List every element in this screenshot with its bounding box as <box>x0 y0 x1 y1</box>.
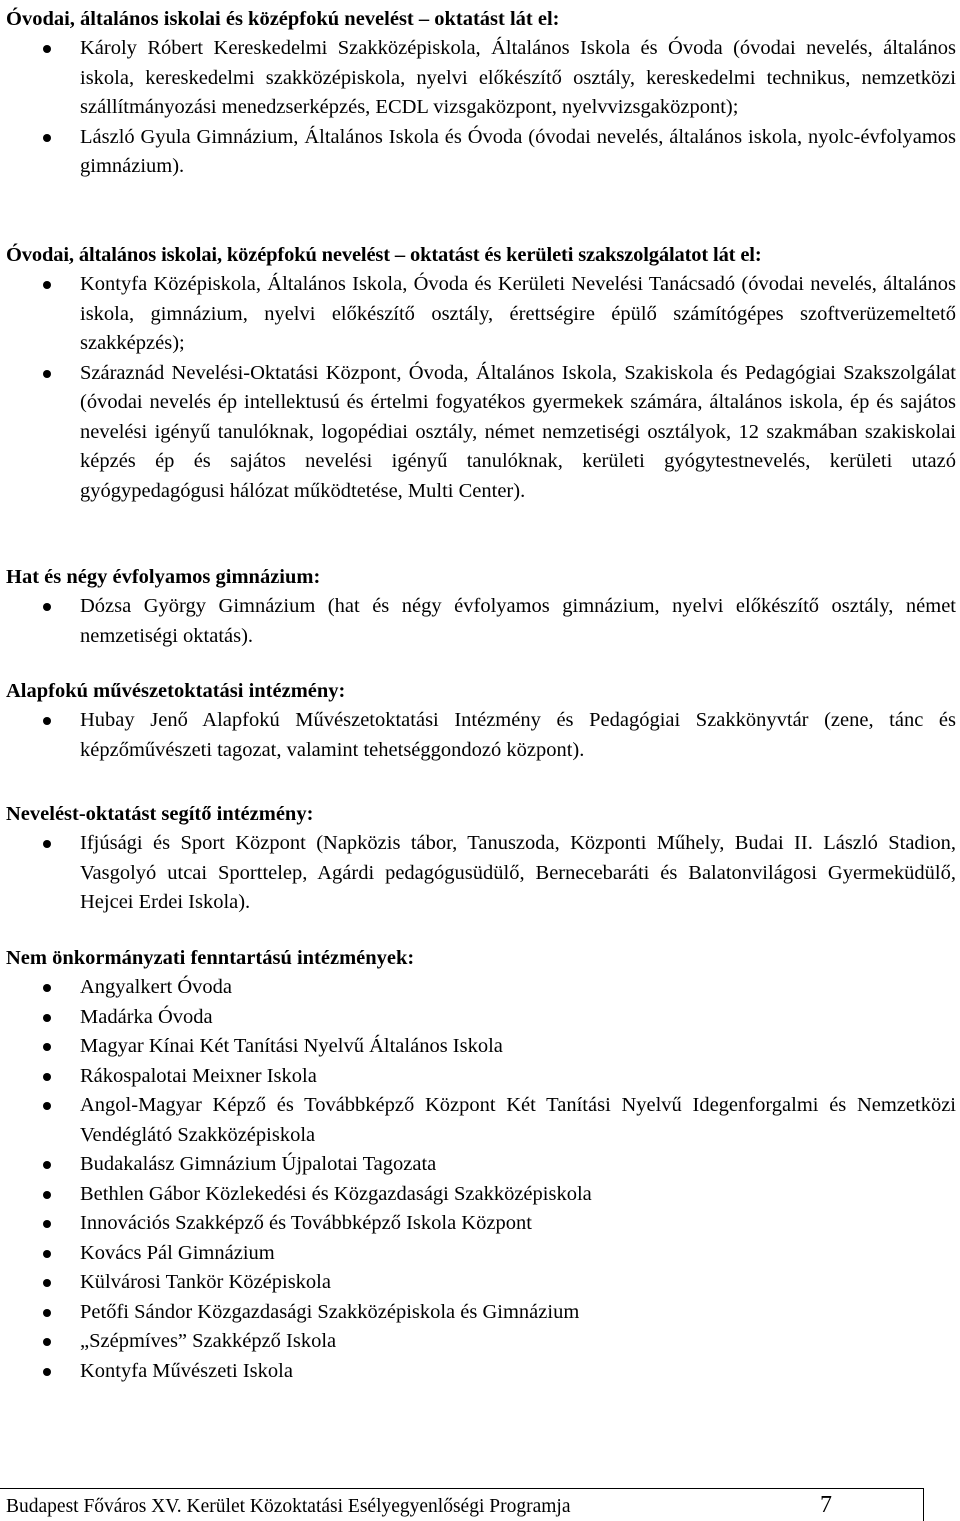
list-item: Külvárosi Tankör Középiskola <box>6 1268 956 1298</box>
section-heading: Óvodai, általános iskolai, középfokú nevelést – oktatást és kerületi szakszolgálatot lát el: <box>6 244 762 266</box>
section-non-municipal <box>6 943 956 1386</box>
section-with-district-service <box>6 240 956 506</box>
list-item: Innovációs Szakképző és Továbbképző Iskola Központ <box>6 1209 956 1239</box>
list-item: Magyar Kínai Két Tanítási Nyelvű Általános Iskola <box>6 1032 956 1062</box>
section-gymnasium <box>6 562 956 651</box>
list-item: Rákospalotai Meixner Iskola <box>6 1062 956 1092</box>
list-item: Angol-Magyar Képző és Továbbképző Központ Két Tanítási Nyelvű Idegenforgalmi és Nemzetközi Vendéglátó Szakközépiskola <box>6 1091 956 1150</box>
institution-list <box>6 973 956 1386</box>
section-heading: Alapfokú művészetoktatási intézmény: <box>6 680 346 702</box>
section-art-school <box>6 676 956 765</box>
list-item: Károly Róbert Kereskedelmi Szakközépiskola, Általános Iskola és Óvoda (óvodai nevelés, általános iskola, kereskedelmi szakközépiskola, nyelvi előkészítő osztály, kereskedelmi technikus, nemzetközi szállítmányozási menedzserképzés, ECDL vizsgaközpont, nyelvvizsgaközpont); <box>6 34 956 123</box>
page-footer <box>0 1488 924 1521</box>
institution-list <box>6 270 956 506</box>
section-heading: Hat és négy évfolyamos gimnázium: <box>6 566 321 588</box>
section-kindergarten-school-secondary <box>6 4 956 182</box>
list-item: Madárka Óvoda <box>6 1003 956 1033</box>
page-number: 7 <box>820 1492 832 1518</box>
section-heading: Nem önkormányzati fenntartású intézmények: <box>6 947 415 969</box>
list-item: Ifjúsági és Sport Központ (Napközis tábor, Tanuszoda, Központi Műhely, Budai II. László Stadion, Vasgolyó utcai Sporttelep, Agárdi pedagógusüdülő, Bernecebaráti és Balatonvilágosi Gyermeküdülő, Hejcei Erdei Iskola). <box>6 829 956 918</box>
list-item: Bethlen Gábor Közlekedési és Közgazdasági Szakközépiskola <box>6 1180 956 1210</box>
section-support-institution <box>6 799 956 918</box>
list-item: Kontyfa Művészeti Iskola <box>6 1357 956 1387</box>
institution-list <box>6 34 956 182</box>
footer-title: Budapest Főváros XV. Kerület Közoktatási Esélyegyenlőségi Programja <box>6 1496 571 1517</box>
list-item: Angyalkert Óvoda <box>6 973 956 1003</box>
institution-list <box>6 592 956 651</box>
list-item: Kontyfa Középiskola, Általános Iskola, Óvoda és Kerületi Nevelési Tanácsadó (óvodai nevelés, általános iskola, gimnázium, nyelvi előkészítő osztály, érettségire épülő számítógépes szoftverüzemeltető szakképzés); <box>6 270 956 359</box>
institution-list <box>6 829 956 918</box>
institution-list <box>6 706 956 765</box>
list-item: Hubay Jenő Alapfokú Művészetoktatási Intézmény és Pedagógiai Szakkönyvtár (zene, tánc és képzőművészeti tagozat, valamint tehetséggondozó központ). <box>6 706 956 765</box>
list-item: Dózsa György Gimnázium (hat és négy évfolyamos gimnázium, nyelvi előkészítő osztály, német nemzetiségi oktatás). <box>6 592 956 651</box>
list-item: Kovács Pál Gimnázium <box>6 1239 956 1269</box>
section-heading: Óvodai, általános iskolai és középfokú nevelést – oktatást lát el: <box>6 8 560 30</box>
list-item: László Gyula Gimnázium, Általános Iskola és Óvoda (óvodai nevelés, általános iskola, nyolc-évfolyamos gimnázium). <box>6 123 956 182</box>
list-item: Budakalász Gimnázium Újpalotai Tagozata <box>6 1150 956 1180</box>
list-item: Petőfi Sándor Közgazdasági Szakközépiskola és Gimnázium <box>6 1298 956 1328</box>
list-item: „Szépmíves” Szakképző Iskola <box>6 1327 956 1357</box>
section-heading: Nevelést-oktatást segítő intézmény: <box>6 803 314 825</box>
list-item: Száraznád Nevelési-Oktatási Központ, Óvoda, Általános Iskola, Szakiskola és Pedagógiai Szakszolgálat (óvodai nevelés ép intellektusú és értelmi fogyatékos gyermekek számára, általános iskola, ép és sajátos nevelési igényű tanulóknak, logopédiai osztály, német nemzetiségi osztályok, 12 szakmában szakiskolai képzés ép és sajátos nevelési igényű tanulóknak, kerületi gyógytestnevelés, kerületi utazó gyógypedagógusi hálózat működtetése, Multi Center). <box>6 359 956 507</box>
